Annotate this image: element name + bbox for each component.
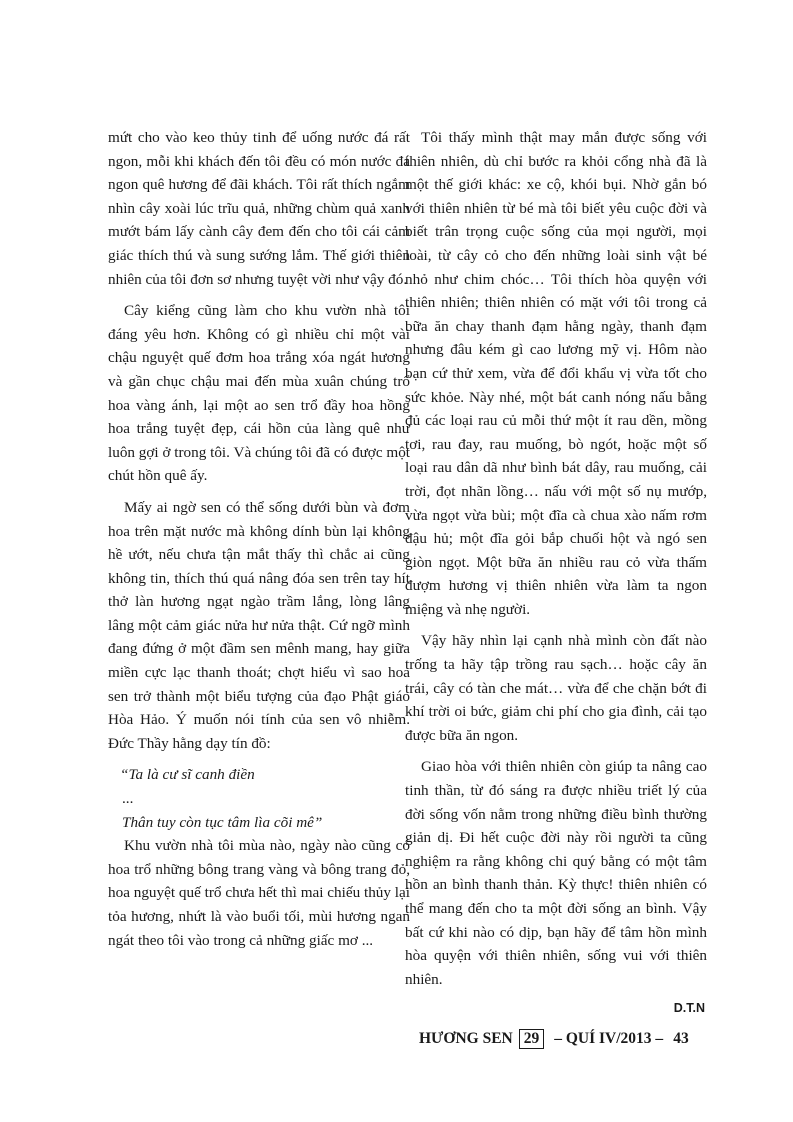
- paragraph: Tôi thấy mình thật may mắn được sống với thiên nhiên, dù chỉ bước ra khỏi cổng nhà đã là một thế giới khác: xe cộ, khói bụi. Nhờ gắn bó với thiên nhiên từ bé mà tôi biết yêu cuộc đời và biết trân trọng cuộc sống của mọi người, mọi loài, từ cây cỏ cho đến những loài sinh vật bé nhỏ như chim chóc… Tôi thích hòa quyện với thiên nhiên; thiên nhiên có mặt với tôi trong cả bữa ăn chay thanh đạm hằng ngày, thanh đạm nhưng đâu kém gì cao lương mỹ vị. Hôm nào bạn cứ thử xem, vừa để đổi khẩu vị vừa tốt cho sức khỏe. Này nhé, một bát canh nóng nấu bằng đủ các loại rau củ mỗi thứ một ít rau dền, mồng tơi, rau đay, rau muống, bò ngót, hoặc một số loại rau dân dã như bình bát dây, rau muống, cải trời, đọt nhãn lồng… nấu với một số nụ mướp, vừa ngọt vừa bùi; một đĩa cà chua xào nấm rơm đậu hủ; một đĩa gỏi bắp chuối hột và ngó sen giòn ngọt. Một bữa ăn nhiều rau cỏ vừa thấm đượm hương vị thiên nhiên vừa làm ta ngon miệng và nhẹ người.: [405, 129, 707, 618]
- issue-period: – QUÍ IV/2013 –: [554, 1030, 664, 1047]
- paragraph: Cây kiểng cũng làm cho khu vườn nhà tôi đáng yêu hơn. Không có gì nhiều chỉ một vài chậu nguyệt quế đơm hoa trắng xóa ngát hương và gần chục chậu mai đến mùa xuân chúng trổ hoa vàng ánh, lại một ao sen trổ đầy hoa hồng hoa trắng tuyệt đẹp, cái hồn của làng quê như luôn gợi ở trong tôi. Và chúng tôi đã có được một chút hồn quê ấy.: [108, 302, 411, 485]
- quote-line: “Ta là cư sĩ canh điền: [120, 766, 255, 784]
- paragraph: Giao hòa với thiên nhiên còn giúp ta nâng cao tinh thần, từ đó sáng ra được nhiều triết lý của đời sống vốn nằm trong những điều bình thường giản dị. Đi hết cuộc đời này rồi người ta cũng nghiệm ra rằng không chi quý bằng có một tâm hồn an bình thanh thản. Kỳ thực! thiên nhiên có thể mang đến cho ta một đời sống an bình. Vậy bất cứ khi nào có dịp, bạn hãy để tâm hồn mình hòa quyện với thiên nhiên, sống vui với thiên nhiên.: [405, 758, 707, 988]
- paragraph: Khu vườn nhà tôi mùa nào, ngày nào cũng có hoa trổ những bông trang vàng và bông trang đỏ, hoa nguyệt quế trổ chưa hết thì mai chiếu thủy lại tỏa hương, nhứt là vào buổi tối, mùi hương ngan ngát theo tôi vào trong cả những giấc mơ ...: [108, 837, 410, 949]
- quote-line: Thân tuy còn tục tâm lìa cõi mê”: [122, 813, 323, 831]
- left-column: [108, 126, 410, 952]
- right-column: [405, 126, 707, 1021]
- paragraph: Mấy ai ngờ sen có thể sống dưới bùn và đơm hoa trên mặt nước mà không dính bùn lại không hề ướt, nếu chưa tận mắt thấy thì chắc ai cũng không tin, thích thú quá nâng đóa sen trên tay hít thở làn hương ngạt ngào trầm lắng, lòng lâng lâng một cảm giác nửa hư nửa thật. Cứ ngỡ mình đang đứng ở một đầm sen mênh mang, hay giữa miền cực lạc thanh thoát; chợt hiểu vì sao hoa sen trở thành một biểu tượng của đạo Phật giáo Hòa Hảo. Ý muốn nói tính của sen vô nhiễm. Đức Thầy hằng dạy tín đồ:: [108, 498, 410, 752]
- page-number: 43: [673, 1030, 689, 1047]
- issue-number: 29: [519, 1029, 545, 1049]
- magazine-name: HƯƠNG SEN: [419, 1030, 513, 1047]
- page-footer: [419, 1028, 691, 1050]
- paragraph: mứt cho vào keo thủy tinh để uống nước đá rất ngon, mỗi khi khách đến tôi đều có món nước đá ngon quê hương để đãi khách. Tôi rất thích ngắm nhìn cây xoài lúc trĩu quả, những chùm quả xanh mướt bám lấy cành cây đem đến cho tôi cái cảm giác thích thú và sung sướng lắm. Thế giới thiên nhiên của tôi đơn sơ nhưng tuyệt vời như vậy đó.: [108, 129, 410, 288]
- paragraph: Vậy hãy nhìn lại cạnh nhà mình còn đất nào trống ta hãy tập trồng rau sạch… hoặc cây ăn trái, cây có tàn che mát… vừa để che chặn bớt đi khí trời oi bức, giảm chi phí cho gia đình, cải tạo được bữa ăn ngon.: [405, 632, 707, 744]
- author-signature: D.T.N: [673, 1001, 705, 1016]
- quote-ellipsis: ...: [122, 790, 134, 808]
